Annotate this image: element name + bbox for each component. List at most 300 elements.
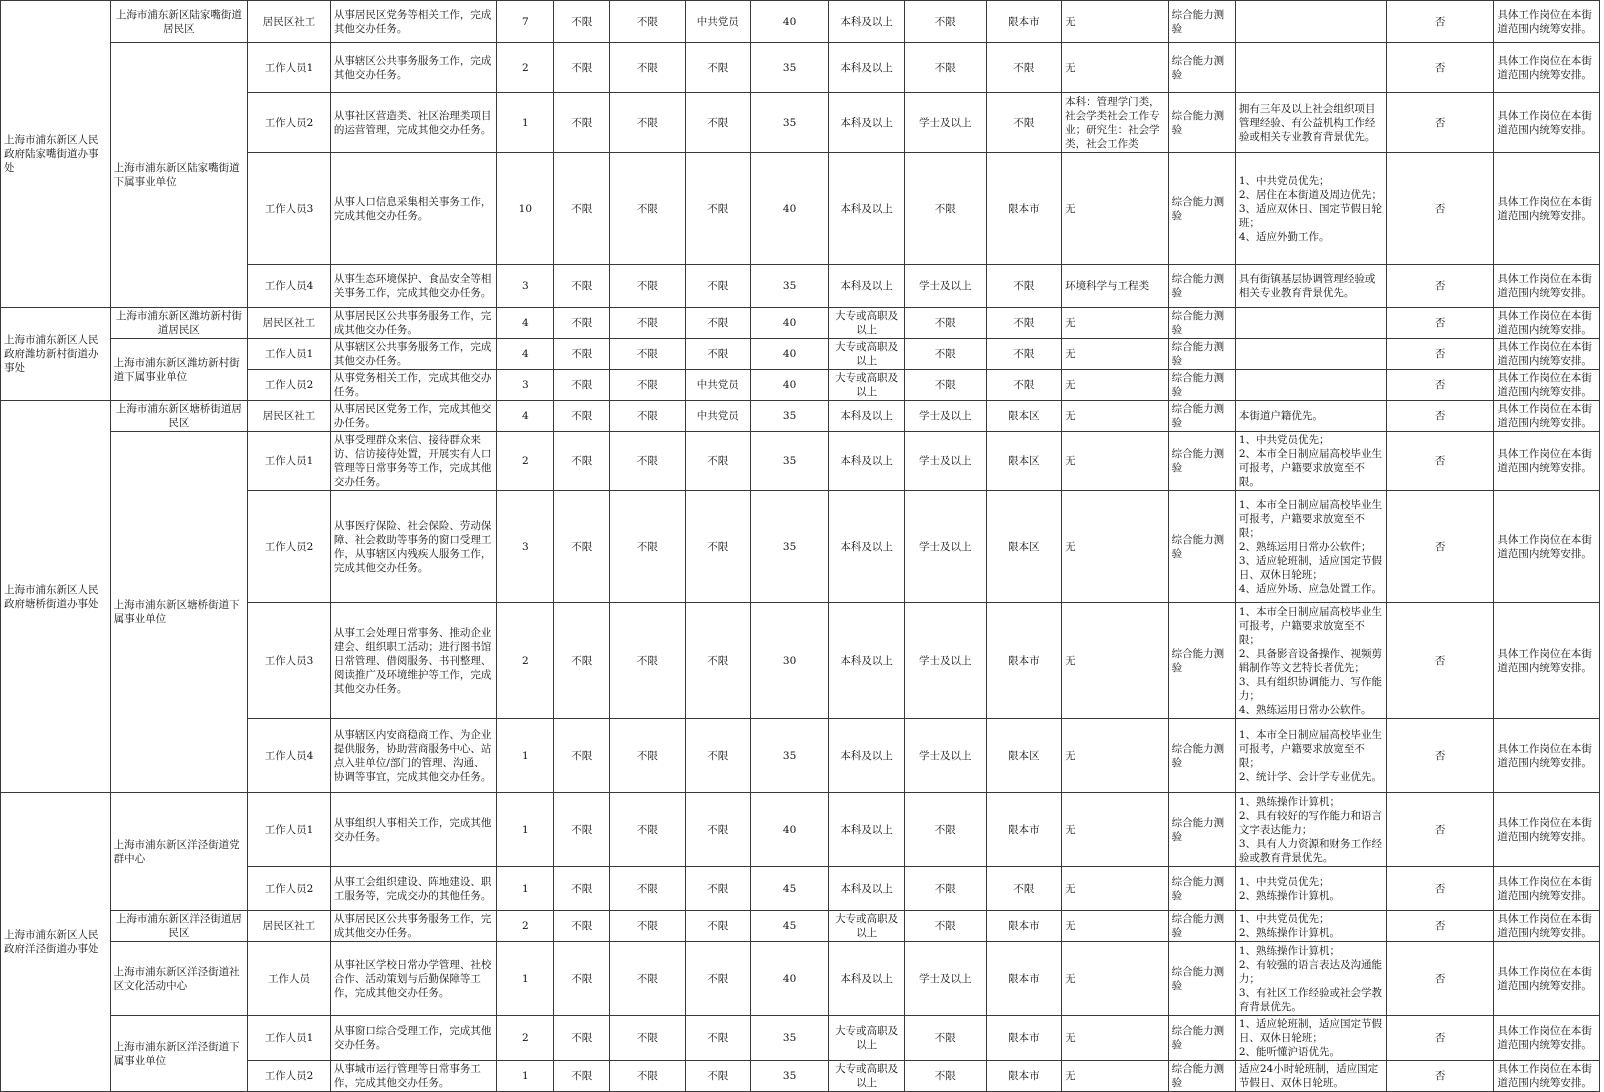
cell-education: 本科及以上	[829, 491, 905, 603]
cell-education: 本科及以上	[829, 603, 905, 719]
cell-test: 综合能力测验	[1168, 370, 1235, 401]
cell-req-1: 不限	[554, 432, 610, 491]
cell-hukou: 限本区	[986, 401, 1062, 432]
cell-education: 大专或高职及以上	[829, 1016, 905, 1061]
cell-degree: 不限	[904, 308, 986, 339]
cell-age: 35	[750, 1016, 829, 1061]
cell-note: 具体工作岗位在本街道范围内统筹安排。	[1494, 308, 1600, 339]
cell-flag: 否	[1386, 265, 1494, 308]
table-row	[1, 401, 1600, 432]
cell-hukou: 限本市	[986, 911, 1062, 942]
cell-note: 具体工作岗位在本街道范围内统筹安排。	[1494, 370, 1600, 401]
cell-subunit: 上海市浦东新区洋泾街道居民区	[110, 911, 248, 942]
cell-req-1: 不限	[554, 793, 610, 867]
cell-note: 具体工作岗位在本街道范围内统筹安排。	[1494, 1016, 1600, 1061]
cell-position: 工作人员4	[248, 719, 331, 793]
cell-major: 无	[1062, 867, 1169, 911]
cell-req-2: 不限	[610, 1016, 686, 1061]
cell-subunit: 上海市浦东新区洋泾街道社区文化活动中心	[110, 942, 248, 1016]
table-row	[1, 942, 1600, 1016]
cell-hukou: 不限	[986, 43, 1062, 93]
cell-req-1: 不限	[554, 401, 610, 432]
cell-other: 1、本市全日制应届高校毕业生可报考，户籍要求放宽至不限； 2、熟练运用日常办公软件； 3、适应轮班制，适应国定节假日、双休日轮班； 4、适应外场、应急处置工作。	[1235, 491, 1386, 603]
cell-age: 35	[750, 401, 829, 432]
cell-political: 不限	[685, 93, 750, 153]
cell-req-2: 不限	[610, 43, 686, 93]
cell-hukou: 不限	[986, 265, 1062, 308]
cell-age: 40	[750, 370, 829, 401]
cell-flag: 否	[1386, 401, 1494, 432]
cell-age: 45	[750, 911, 829, 942]
cell-description: 从事组织人事相关工作，完成其他交办任务。	[330, 793, 497, 867]
cell-count: 2	[497, 43, 554, 93]
cell-education: 本科及以上	[829, 793, 905, 867]
cell-req-2: 不限	[610, 339, 686, 370]
cell-description: 从事窗口综合受理工作，完成其他交办任务。	[330, 1016, 497, 1061]
cell-position: 工作人员	[248, 942, 331, 1016]
cell-position: 工作人员2	[248, 867, 331, 911]
cell-political: 不限	[685, 43, 750, 93]
cell-degree: 学士及以上	[904, 942, 986, 1016]
cell-degree: 不限	[904, 1061, 986, 1092]
cell-other: 拥有三年及以上社会组织项目管理经验、有公益机构工作经验或相关专业教育背景优先。	[1235, 93, 1386, 153]
cell-test: 综合能力测验	[1168, 719, 1235, 793]
cell-count: 4	[497, 401, 554, 432]
cell-political: 中共党员	[685, 370, 750, 401]
cell-age: 35	[750, 1061, 829, 1092]
cell-test: 综合能力测验	[1168, 432, 1235, 491]
cell-subunit: 上海市浦东新区潍坊新村街道下属事业单位	[110, 339, 248, 401]
cell-major: 环境科学与工程类	[1062, 265, 1169, 308]
cell-age: 35	[750, 491, 829, 603]
cell-count: 3	[497, 491, 554, 603]
cell-req-1: 不限	[554, 308, 610, 339]
cell-major: 无	[1062, 370, 1169, 401]
cell-position: 居民区社工	[248, 401, 331, 432]
cell-other: 1、适应轮班制，适应国定节假日、双休日轮班； 2、能听懂沪语优先。	[1235, 1016, 1386, 1061]
cell-test: 综合能力测验	[1168, 911, 1235, 942]
cell-hukou: 不限	[986, 93, 1062, 153]
cell-flag: 否	[1386, 370, 1494, 401]
cell-major: 无	[1062, 719, 1169, 793]
cell-hukou: 不限	[986, 339, 1062, 370]
cell-description: 从事生态环境保护、食品安全等相关事务工作，完成其他交办任务。	[330, 265, 497, 308]
cell-flag: 否	[1386, 93, 1494, 153]
cell-unit: 上海市浦东新区人民政府潍坊新村街道办事处	[1, 308, 111, 401]
cell-count: 1	[497, 867, 554, 911]
cell-test: 综合能力测验	[1168, 1016, 1235, 1061]
cell-major: 无	[1062, 1016, 1169, 1061]
cell-political: 不限	[685, 308, 750, 339]
cell-flag: 否	[1386, 153, 1494, 265]
cell-other: 适应24小时轮班制，适应国定节假日、双休日轮班。	[1235, 1061, 1386, 1092]
cell-major: 无	[1062, 911, 1169, 942]
cell-description: 从事社区营造类、社区治理类项目的运营管理，完成其他交办任务。	[330, 93, 497, 153]
cell-political: 不限	[685, 603, 750, 719]
cell-count: 1	[497, 1061, 554, 1092]
cell-hukou: 不限	[986, 308, 1062, 339]
cell-position: 工作人员1	[248, 43, 331, 93]
cell-note: 具体工作岗位在本街道范围内统筹安排。	[1494, 491, 1600, 603]
table-row	[1, 1016, 1600, 1061]
cell-description: 从事辖区公共事务服务工作，完成其他交办任务。	[330, 339, 497, 370]
cell-req-1: 不限	[554, 719, 610, 793]
cell-flag: 否	[1386, 308, 1494, 339]
cell-political: 不限	[685, 491, 750, 603]
cell-position: 工作人员1	[248, 339, 331, 370]
cell-note: 具体工作岗位在本街道范围内统筹安排。	[1494, 93, 1600, 153]
cell-political: 不限	[685, 793, 750, 867]
cell-description: 从事居民区党务等相关工作，完成其他交办任务。	[330, 1, 497, 43]
cell-note: 具体工作岗位在本街道范围内统筹安排。	[1494, 339, 1600, 370]
cell-age: 40	[750, 793, 829, 867]
cell-hukou: 限本市	[986, 1061, 1062, 1092]
cell-note: 具体工作岗位在本街道范围内统筹安排。	[1494, 401, 1600, 432]
cell-age: 35	[750, 43, 829, 93]
cell-political: 不限	[685, 339, 750, 370]
cell-description: 从事居民区公共事务服务工作，完成其他交办任务。	[330, 308, 497, 339]
cell-other: 具有街镇基层协调管理经验或相关专业教育背景优先。	[1235, 265, 1386, 308]
cell-test: 综合能力测验	[1168, 1, 1235, 43]
cell-req-1: 不限	[554, 339, 610, 370]
cell-other	[1235, 370, 1386, 401]
cell-major: 无	[1062, 793, 1169, 867]
cell-description: 从事居民区党务工作，完成其他交办任务。	[330, 401, 497, 432]
cell-req-2: 不限	[610, 153, 686, 265]
cell-req-2: 不限	[610, 401, 686, 432]
cell-position: 工作人员2	[248, 491, 331, 603]
cell-education: 本科及以上	[829, 942, 905, 1016]
cell-hukou: 限本区	[986, 432, 1062, 491]
cell-age: 40	[750, 339, 829, 370]
cell-note: 具体工作岗位在本街道范围内统筹安排。	[1494, 867, 1600, 911]
cell-req-1: 不限	[554, 1, 610, 43]
cell-hukou: 限本市	[986, 793, 1062, 867]
cell-degree: 学士及以上	[904, 719, 986, 793]
cell-degree: 不限	[904, 867, 986, 911]
cell-age: 35	[750, 432, 829, 491]
table-row	[1, 911, 1600, 942]
cell-political: 中共党员	[685, 401, 750, 432]
cell-age: 35	[750, 93, 829, 153]
table-row	[1, 1, 1600, 43]
cell-description: 从事医疗保险、社会保险、劳动保障、社会救助等事务的窗口受理工作，从事辖区内残疾人服务工作，完成其他交办任务。	[330, 491, 497, 603]
cell-test: 综合能力测验	[1168, 43, 1235, 93]
cell-description: 从事社区学校日常办学管理、社校合作、活动策划与后勤保障等工作，完成其他交办任务。	[330, 942, 497, 1016]
cell-position: 居民区社工	[248, 1, 331, 43]
cell-req-1: 不限	[554, 1061, 610, 1092]
cell-req-1: 不限	[554, 93, 610, 153]
cell-degree: 学士及以上	[904, 432, 986, 491]
cell-other: 1、中共党员优先； 2、本市全日制应届高校毕业生可报考，户籍要求放宽至不限。	[1235, 432, 1386, 491]
cell-major: 无	[1062, 43, 1169, 93]
cell-political: 不限	[685, 867, 750, 911]
cell-req-1: 不限	[554, 603, 610, 719]
cell-position: 工作人员2	[248, 370, 331, 401]
cell-test: 综合能力测验	[1168, 153, 1235, 265]
cell-position: 工作人员3	[248, 603, 331, 719]
cell-description: 从事辖区内安商稳商工作、为企业提供服务，协助营商服务中心、站点入驻单位/部门的管理、沟通、协调等事宜，完成其他交办任务。	[330, 719, 497, 793]
cell-degree: 不限	[904, 43, 986, 93]
table-row	[1, 432, 1600, 491]
cell-other: 1、中共党员优先； 2、熟练操作计算机。	[1235, 867, 1386, 911]
cell-major: 无	[1062, 491, 1169, 603]
cell-test: 综合能力测验	[1168, 93, 1235, 153]
cell-test: 综合能力测验	[1168, 339, 1235, 370]
cell-note: 具体工作岗位在本街道范围内统筹安排。	[1494, 43, 1600, 93]
cell-test: 综合能力测验	[1168, 401, 1235, 432]
cell-degree: 学士及以上	[904, 491, 986, 603]
cell-degree: 不限	[904, 370, 986, 401]
cell-major: 无	[1062, 1, 1169, 43]
cell-flag: 否	[1386, 339, 1494, 370]
cell-unit: 上海市浦东新区人民政府陆家嘴街道办事处	[1, 1, 111, 308]
cell-other	[1235, 339, 1386, 370]
cell-major: 无	[1062, 308, 1169, 339]
cell-degree: 学士及以上	[904, 603, 986, 719]
cell-note: 具体工作岗位在本街道范围内统筹安排。	[1494, 911, 1600, 942]
cell-education: 大专或高职及以上	[829, 1061, 905, 1092]
cell-count: 4	[497, 339, 554, 370]
cell-subunit: 上海市浦东新区陆家嘴街道居民区	[110, 1, 248, 43]
cell-major: 无	[1062, 942, 1169, 1016]
cell-education: 本科及以上	[829, 153, 905, 265]
cell-test: 综合能力测验	[1168, 867, 1235, 911]
cell-education: 本科及以上	[829, 432, 905, 491]
cell-flag: 否	[1386, 603, 1494, 719]
cell-hukou: 限本市	[986, 942, 1062, 1016]
cell-major: 无	[1062, 432, 1169, 491]
cell-description: 从事城市运行管理等日常事务工作，完成其他交办任务。	[330, 1061, 497, 1092]
cell-count: 1	[497, 93, 554, 153]
cell-political: 不限	[685, 1061, 750, 1092]
cell-flag: 否	[1386, 432, 1494, 491]
cell-political: 不限	[685, 1016, 750, 1061]
cell-count: 2	[497, 603, 554, 719]
cell-degree: 不限	[904, 911, 986, 942]
cell-flag: 否	[1386, 1016, 1494, 1061]
cell-age: 40	[750, 942, 829, 1016]
cell-other	[1235, 308, 1386, 339]
cell-degree: 学士及以上	[904, 265, 986, 308]
cell-req-1: 不限	[554, 942, 610, 1016]
cell-note: 具体工作岗位在本街道范围内统筹安排。	[1494, 603, 1600, 719]
cell-education: 本科及以上	[829, 719, 905, 793]
cell-flag: 否	[1386, 719, 1494, 793]
cell-count: 2	[497, 432, 554, 491]
cell-test: 综合能力测验	[1168, 308, 1235, 339]
cell-political: 不限	[685, 153, 750, 265]
cell-other: 本街道户籍优先。	[1235, 401, 1386, 432]
cell-position: 工作人员3	[248, 153, 331, 265]
cell-hukou: 限本市	[986, 1, 1062, 43]
cell-req-2: 不限	[610, 1061, 686, 1092]
cell-note: 具体工作岗位在本街道范围内统筹安排。	[1494, 942, 1600, 1016]
cell-count: 4	[497, 308, 554, 339]
cell-description: 从事人口信息采集相关事务工作，完成其他交办任务。	[330, 153, 497, 265]
cell-age: 45	[750, 867, 829, 911]
cell-position: 工作人员2	[248, 1061, 331, 1092]
cell-description: 从事辖区公共事务服务工作，完成其他交办任务。	[330, 43, 497, 93]
cell-subunit: 上海市浦东新区塘桥街道居民区	[110, 401, 248, 432]
cell-position: 居民区社工	[248, 911, 331, 942]
cell-position: 工作人员1	[248, 1016, 331, 1061]
cell-req-2: 不限	[610, 265, 686, 308]
cell-req-2: 不限	[610, 370, 686, 401]
cell-req-2: 不限	[610, 911, 686, 942]
cell-position: 工作人员2	[248, 93, 331, 153]
cell-req-2: 不限	[610, 867, 686, 911]
cell-req-1: 不限	[554, 867, 610, 911]
cell-subunit: 上海市浦东新区潍坊新村街道居民区	[110, 308, 248, 339]
cell-other: 1、熟练操作计算机； 2、具有较好的写作能力和语言文字表达能力； 3、具有人力资源和财务工作经验或教育背景优先。	[1235, 793, 1386, 867]
cell-political: 中共党员	[685, 1, 750, 43]
cell-other: 1、熟练操作计算机； 2、有较强的语言表达及沟通能力； 3、有社区工作经验或社会学教育背景优先。	[1235, 942, 1386, 1016]
cell-age: 30	[750, 603, 829, 719]
cell-description: 从事党务相关工作，完成其他交办任务。	[330, 370, 497, 401]
cell-degree: 不限	[904, 1, 986, 43]
cell-other: 1、中共党员优先； 2、居住在本街道及周边优先； 3、适应双休日、国定节假日轮班； 4、适应外勤工作。	[1235, 153, 1386, 265]
cell-education: 大专或高职及以上	[829, 339, 905, 370]
cell-description: 从事居民区公共事务服务工作，完成其他交办任务。	[330, 911, 497, 942]
cell-unit: 上海市浦东新区人民政府塘桥街道办事处	[1, 401, 111, 793]
cell-req-2: 不限	[610, 793, 686, 867]
cell-political: 不限	[685, 911, 750, 942]
cell-education: 本科及以上	[829, 867, 905, 911]
cell-major: 无	[1062, 153, 1169, 265]
cell-req-2: 不限	[610, 432, 686, 491]
cell-count: 1	[497, 719, 554, 793]
cell-req-2: 不限	[610, 942, 686, 1016]
cell-req-2: 不限	[610, 93, 686, 153]
cell-education: 大专或高职及以上	[829, 308, 905, 339]
cell-count: 1	[497, 942, 554, 1016]
cell-test: 综合能力测验	[1168, 603, 1235, 719]
cell-hukou: 限本区	[986, 491, 1062, 603]
cell-flag: 否	[1386, 793, 1494, 867]
cell-other	[1235, 43, 1386, 93]
cell-flag: 否	[1386, 43, 1494, 93]
cell-degree: 不限	[904, 1016, 986, 1061]
cell-test: 综合能力测验	[1168, 942, 1235, 1016]
cell-note: 具体工作岗位在本街道范围内统筹安排。	[1494, 1061, 1600, 1092]
cell-flag: 否	[1386, 1061, 1494, 1092]
table-row	[1, 308, 1600, 339]
cell-education: 大专或高职及以上	[829, 370, 905, 401]
cell-hukou: 限本区	[986, 719, 1062, 793]
cell-education: 本科及以上	[829, 265, 905, 308]
cell-political: 不限	[685, 265, 750, 308]
cell-count: 1	[497, 793, 554, 867]
cell-test: 综合能力测验	[1168, 793, 1235, 867]
cell-req-1: 不限	[554, 370, 610, 401]
cell-req-1: 不限	[554, 265, 610, 308]
cell-test: 综合能力测验	[1168, 1061, 1235, 1092]
cell-flag: 否	[1386, 942, 1494, 1016]
cell-major: 无	[1062, 401, 1169, 432]
cell-subunit: 上海市浦东新区洋泾街道下属事业单位	[110, 1016, 248, 1092]
cell-political: 不限	[685, 942, 750, 1016]
cell-major: 无	[1062, 603, 1169, 719]
cell-position: 工作人员1	[248, 432, 331, 491]
cell-description: 从事工会组织建设、阵地建设、职工服务等，完成交办的其他任务。	[330, 867, 497, 911]
cell-position: 工作人员1	[248, 793, 331, 867]
cell-count: 2	[497, 911, 554, 942]
cell-education: 本科及以上	[829, 43, 905, 93]
cell-description: 从事工会处理日常事务、推动企业建会、组织职工活动；进行图书馆日常管理、借阅服务、书刊整理、阅读推广及环境维护等工作，完成其他交办任务。	[330, 603, 497, 719]
cell-flag: 否	[1386, 911, 1494, 942]
cell-description: 从事受理群众来信、接待群众来访、信访接待处置，开展实有人口管理等日常事务等工作，完成其他交办任务。	[330, 432, 497, 491]
cell-req-1: 不限	[554, 1016, 610, 1061]
cell-count: 2	[497, 1016, 554, 1061]
cell-flag: 否	[1386, 867, 1494, 911]
cell-major: 无	[1062, 1061, 1169, 1092]
cell-other: 1、中共党员优先； 2、熟练操作计算机。	[1235, 911, 1386, 942]
cell-req-1: 不限	[554, 43, 610, 93]
cell-other: 1、本市全日制应届高校毕业生可报考，户籍要求放宽至不限； 2、具备影音设备操作、视频剪辑制作等文艺特长者优先； 3、具有组织协调能力、写作能力； 4、熟练运用日常办公软件。	[1235, 603, 1386, 719]
cell-other: 1、本市全日制应届高校毕业生可报考，户籍要求放宽至不限； 2、统计学、会计学专业优先。	[1235, 719, 1386, 793]
cell-degree: 不限	[904, 153, 986, 265]
cell-test: 综合能力测验	[1168, 265, 1235, 308]
cell-req-2: 不限	[610, 1, 686, 43]
cell-hukou: 限本市	[986, 1016, 1062, 1061]
cell-flag: 否	[1386, 1, 1494, 43]
cell-req-1: 不限	[554, 153, 610, 265]
cell-age: 40	[750, 153, 829, 265]
cell-req-2: 不限	[610, 719, 686, 793]
cell-test: 综合能力测验	[1168, 491, 1235, 603]
table-row	[1, 339, 1600, 370]
cell-unit: 上海市浦东新区人民政府洋泾街道办事处	[1, 793, 111, 1092]
cell-political: 不限	[685, 432, 750, 491]
cell-subunit: 上海市浦东新区塘桥街道下属事业单位	[110, 432, 248, 793]
table-row	[1, 43, 1600, 93]
cell-hukou: 限本市	[986, 153, 1062, 265]
cell-age: 40	[750, 308, 829, 339]
cell-note: 具体工作岗位在本街道范围内统筹安排。	[1494, 432, 1600, 491]
cell-age: 35	[750, 265, 829, 308]
cell-count: 3	[497, 370, 554, 401]
cell-req-1: 不限	[554, 491, 610, 603]
cell-req-1: 不限	[554, 911, 610, 942]
cell-education: 本科及以上	[829, 93, 905, 153]
cell-position: 居民区社工	[248, 308, 331, 339]
cell-degree: 学士及以上	[904, 93, 986, 153]
cell-education: 本科及以上	[829, 1, 905, 43]
cell-subunit: 上海市浦东新区陆家嘴街道下属事业单位	[110, 43, 248, 308]
cell-age: 35	[750, 719, 829, 793]
table-row	[1, 793, 1600, 867]
cell-count: 7	[497, 1, 554, 43]
cell-political: 不限	[685, 719, 750, 793]
cell-degree: 不限	[904, 339, 986, 370]
cell-count: 3	[497, 265, 554, 308]
cell-note: 具体工作岗位在本街道范围内统筹安排。	[1494, 719, 1600, 793]
cell-degree: 学士及以上	[904, 401, 986, 432]
cell-position: 工作人员4	[248, 265, 331, 308]
cell-degree: 不限	[904, 793, 986, 867]
cell-note: 具体工作岗位在本街道范围内统筹安排。	[1494, 265, 1600, 308]
cell-flag: 否	[1386, 491, 1494, 603]
cell-major: 本科：管理学门类，社会学类社会工作专业；研究生：社会学类，社会工作类	[1062, 93, 1169, 153]
cell-note: 具体工作岗位在本街道范围内统筹安排。	[1494, 153, 1600, 265]
cell-hukou: 限本市	[986, 603, 1062, 719]
cell-count: 10	[497, 153, 554, 265]
cell-education: 本科及以上	[829, 401, 905, 432]
cell-subunit: 上海市浦东新区洋泾街道党群中心	[110, 793, 248, 911]
cell-hukou: 不限	[986, 867, 1062, 911]
cell-education: 大专或高职及以上	[829, 911, 905, 942]
